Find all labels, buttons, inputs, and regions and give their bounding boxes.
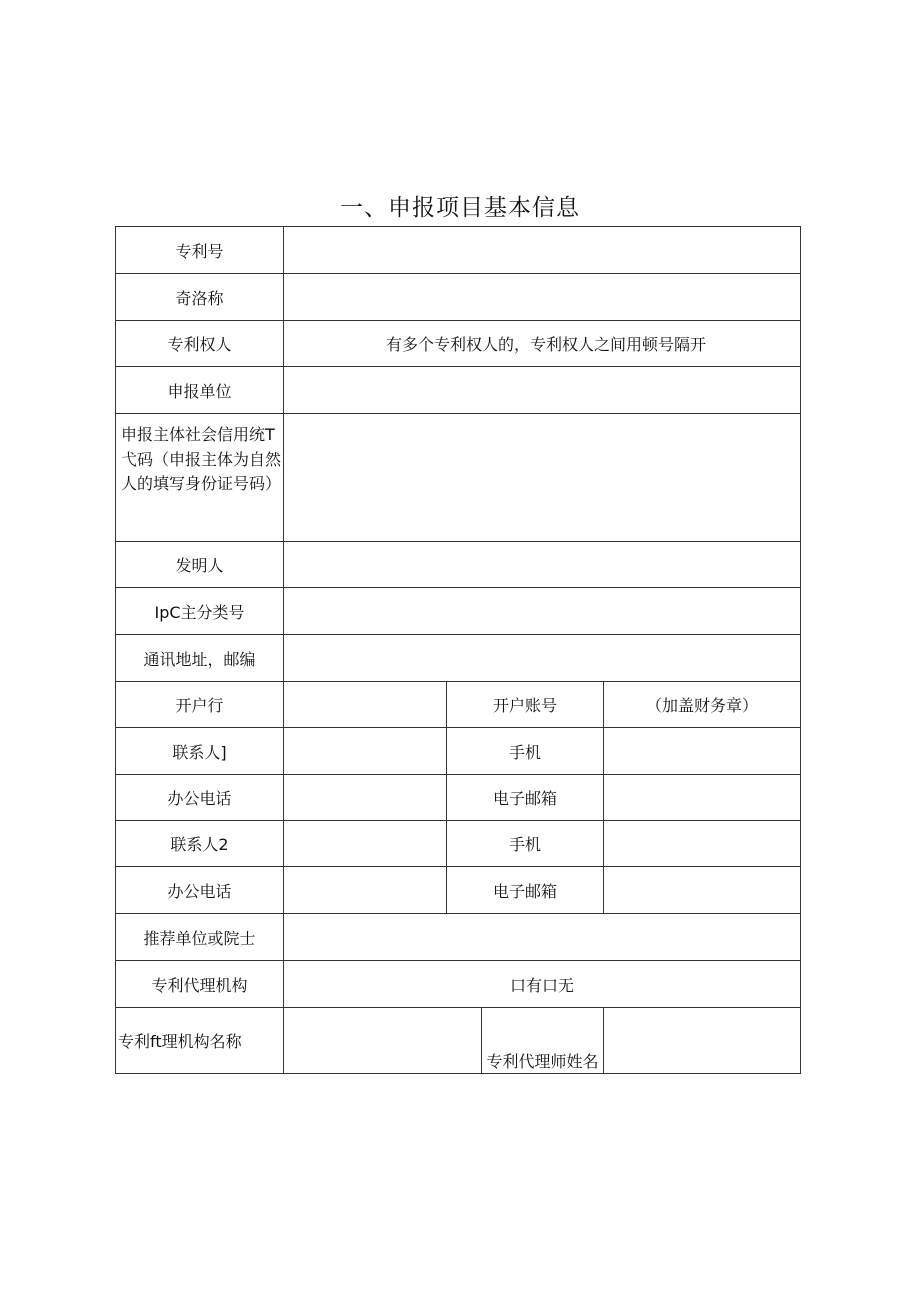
label-email-2: 电子邮箱 (492, 881, 557, 901)
address-field[interactable] (284, 635, 800, 681)
email-1-field[interactable] (604, 775, 800, 820)
label-contact-1: 联系人] (172, 742, 227, 762)
phone-1-field[interactable] (284, 775, 446, 820)
account-field[interactable]: （加盖财务章） (645, 696, 758, 715)
unit-field[interactable] (284, 367, 800, 413)
label-patent-no: 专利号 (175, 241, 224, 261)
label-phone-2: 办公电话 (167, 881, 232, 901)
label-email-1: 电子邮箱 (492, 789, 557, 808)
label-contact-2: 联系人2 (170, 835, 229, 854)
label-patentee: 专利权人 (167, 335, 232, 354)
patent-no-field[interactable] (284, 227, 800, 273)
label-name: 奇洛称 (175, 288, 224, 308)
patentee-field[interactable]: 有多个专利权人的，专利权人之间用顿号隔开 (385, 335, 706, 354)
contact-1-field[interactable] (284, 728, 446, 774)
bank-field[interactable] (284, 682, 446, 727)
inventor-field[interactable] (284, 542, 800, 587)
label-ipc: IpC主分类号 (154, 602, 245, 622)
name-field[interactable] (284, 274, 800, 320)
label-credit-code: 申报主体社会信用统T弋码（申报主体为自然人的填写身份证号码） (121, 425, 282, 493)
mobile-2-field[interactable] (604, 821, 800, 866)
recommender-field[interactable] (284, 914, 800, 960)
label-phone-1: 办公电话 (167, 789, 232, 808)
label-address: 通讯地址，邮编 (143, 649, 256, 669)
agency-name-field[interactable] (284, 1008, 481, 1073)
label-agency-name: 专利ft理机构名称 (118, 1032, 242, 1051)
phone-2-field[interactable] (284, 867, 446, 913)
ipc-field[interactable] (284, 588, 800, 634)
agent-name-field[interactable] (604, 1008, 800, 1073)
agency-choice[interactable]: 口有口无 (509, 975, 574, 995)
label-account: 开户账号 (492, 696, 557, 715)
label-agent-name: 专利代理师姓名 (486, 1052, 599, 1071)
contact-2-field[interactable] (284, 821, 446, 866)
label-inventor: 发明人 (175, 556, 224, 575)
label-agency: 专利代理机构 (151, 975, 248, 995)
credit-code-field[interactable] (284, 414, 800, 541)
mobile-1-field[interactable] (604, 728, 800, 774)
label-recommender: 推荐单位或院士 (143, 928, 256, 948)
page-title: 一、申报项目基本信息 (340, 195, 580, 221)
email-2-field[interactable] (604, 867, 800, 913)
label-mobile-1: 手机 (508, 742, 541, 762)
label-bank: 开户行 (175, 696, 224, 715)
label-unit: 申报单位 (167, 381, 232, 401)
label-mobile-2: 手机 (508, 835, 541, 854)
